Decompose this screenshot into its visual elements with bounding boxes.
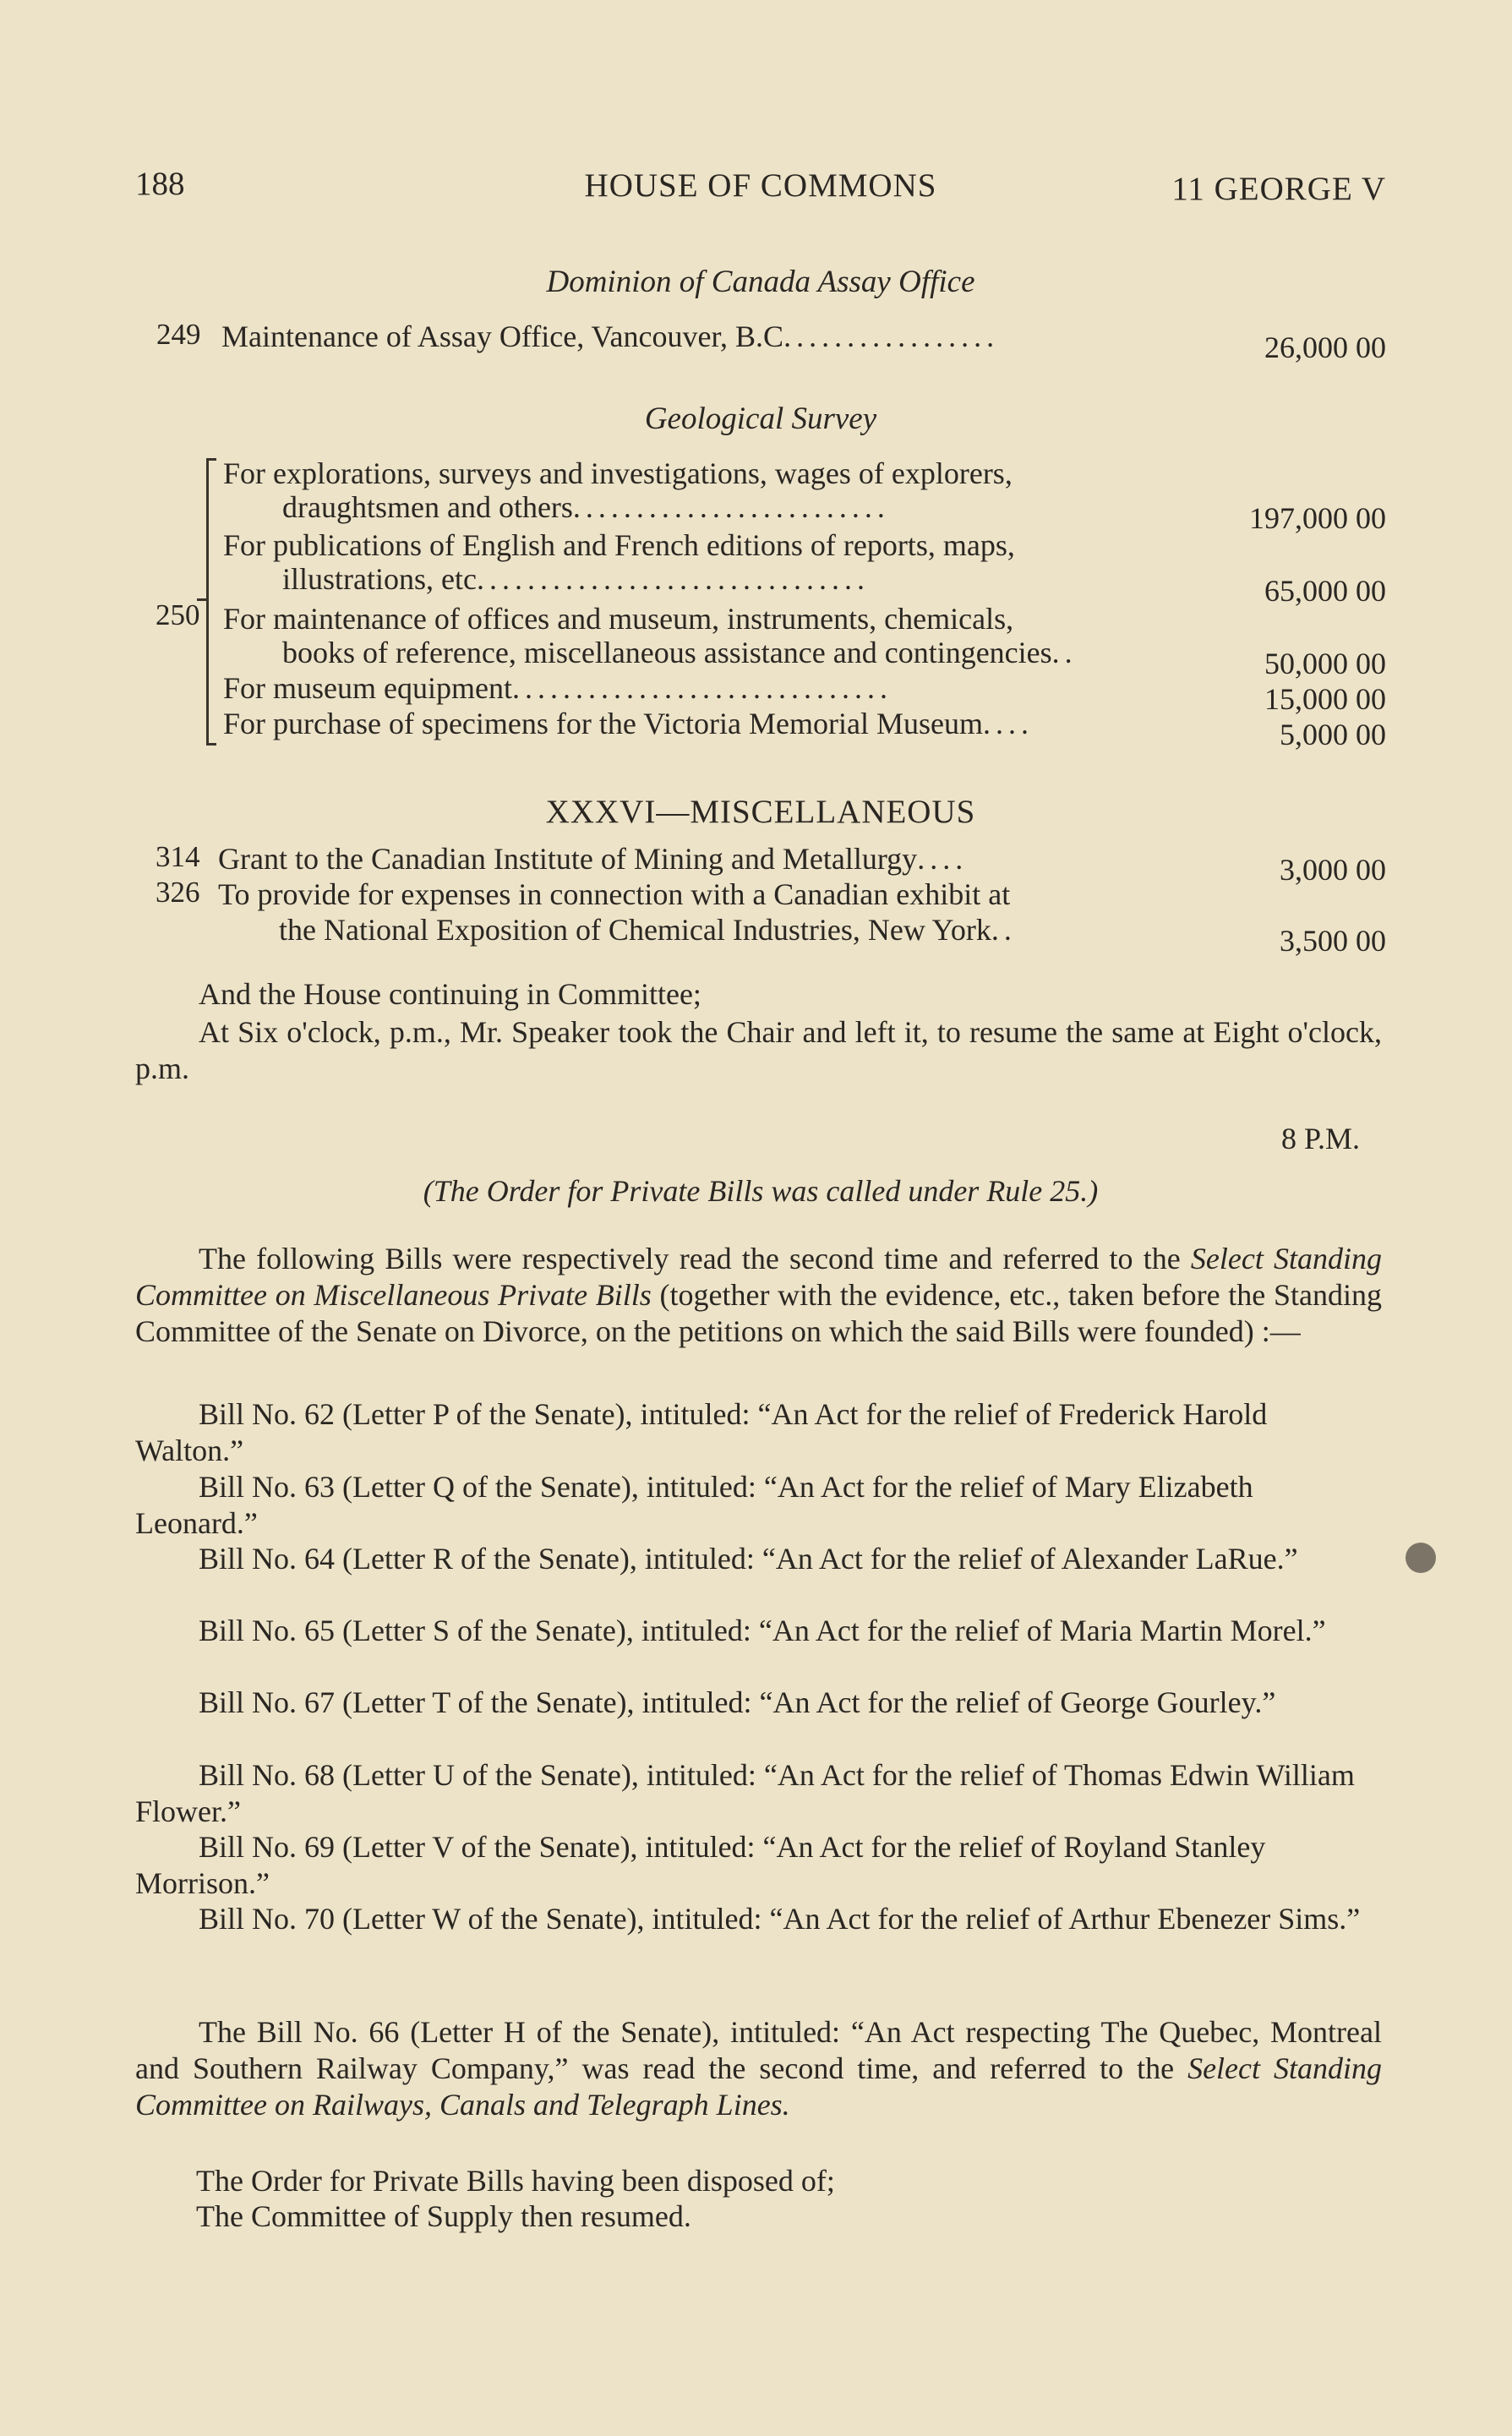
section-heading-misc: XXXVI—MISCELLANEOUS: [545, 794, 976, 830]
bill-entry: Bill No. 65 (Letter S of the Senate), intituled: “An Act for the relief of Maria Martin Morel.”: [199, 1614, 1326, 1647]
geo-item-4: For museum equipment..............................: [223, 671, 892, 705]
regnal-year: 11 GEORGE V: [1171, 171, 1386, 207]
geo-item-3-amount: 50,000 00: [1264, 647, 1386, 680]
bill-entry: Bill No. 62 (Letter P of the Senate), intituled: “An Act for the relief of Frederick Harold Walton.”: [135, 1397, 1268, 1467]
geo-item-1-amount: 197,000 00: [1249, 501, 1386, 535]
misc-item-2-line2: the National Exposition of Chemical Industries, New York..: [279, 913, 1017, 947]
geo-item-3-line1: For maintenance of offices and museum, instruments, chemicals,: [223, 602, 1014, 636]
bill-entry: Bill No. 69 (Letter V of the Senate), intituled: “An Act for the relief of Royland Stanley Morrison.”: [135, 1830, 1266, 1900]
page-title: HOUSE OF COMMONS: [584, 167, 937, 204]
bill-entry: Bill No. 63 (Letter Q of the Senate), intituled: “An Act for the relief of Mary Elizabeth Leonard.”: [135, 1470, 1253, 1540]
vote-number-314: 314: [156, 840, 200, 873]
closing-paragraph-2: The Committee of Supply then resumed.: [196, 2199, 691, 2233]
page-blemish: [1406, 1543, 1436, 1573]
geo-item-3-line2: books of reference, miscellaneous assistance and contingencies..: [282, 636, 1078, 669]
page-number: 188: [135, 166, 185, 202]
geo-item-1-line1: For explorations, surveys and investigations, wages of explorers,: [223, 456, 1013, 490]
bill-entry: Bill No. 67 (Letter T of the Senate), intituled: “An Act for the relief of George Gourley.”: [199, 1685, 1276, 1719]
closing-paragraph-1: The Order for Private Bills having been disposed of;: [196, 2164, 835, 2198]
misc-item-2-amount: 3,500 00: [1280, 924, 1386, 958]
misc-item-1: Grant to the Canadian Institute of Mining and Metallurgy....: [218, 842, 969, 876]
geo-item-2-line1: For publications of English and French editions of reports, maps,: [223, 528, 1015, 562]
geo-item-1-line2: draughtsmen and others.........................: [282, 490, 890, 524]
order-note: (The Order for Private Bills was called under Rule 25.): [423, 1174, 1099, 1208]
vote-number-250: 250: [156, 598, 200, 631]
geo-item-2-line2: illustrations, etc...............................: [282, 562, 870, 596]
assay-amount: 26,000 00: [1264, 330, 1386, 364]
misc-item-1-amount: 3,000 00: [1280, 853, 1386, 887]
geo-item-5: For purchase of specimens for the Victoria Memorial Museum....: [223, 707, 1034, 740]
page-header: [135, 165, 1386, 216]
committee-name-railways: Select Standing Committee on Railways, Canals and Telegraph Lines.: [135, 2051, 1382, 2122]
bill-entry: Bill No. 70 (Letter W of the Senate), intituled: “An Act for the relief of Arthur Ebenezer Sims.”: [199, 1902, 1361, 1936]
bill-entry: Bill No. 64 (Letter R of the Senate), intituled: “An Act for the relief of Alexander LaRue.”: [199, 1542, 1298, 1576]
section-heading-assay: Dominion of Canada Assay Office: [546, 265, 975, 299]
vote-number-326: 326: [156, 876, 200, 909]
vote-number-249: 249: [156, 318, 201, 351]
section-heading-geological: Geological Survey: [644, 401, 877, 436]
time-mark: 8 P.M.: [1281, 1122, 1361, 1155]
assay-item: Maintenance of Assay Office, Vancouver, B.C.................: [221, 320, 1000, 353]
brace-bracket: [206, 458, 221, 746]
committee-paragraph-1: And the House continuing in Committee;: [199, 977, 701, 1011]
bills-intro-paragraph: The following Bills were respectively read the second time and referred to the Select Standing Committee on Miscellaneous Private Bills (together with the evidence, etc., taken before the Standing Committee of the Senate on Divorce, on the petitions on which the said Bills were founded) :—: [135, 1242, 1383, 1348]
misc-item-2-line1: To provide for expenses in connection with a Canadian exhibit at: [218, 877, 1011, 911]
committee-name-misc-private-bills: Select Standing Committee on Miscellaneous Private Bills: [135, 1242, 1382, 1312]
bill-entry: Bill No. 68 (Letter U of the Senate), intituled: “An Act for the relief of Thomas Edwin William Flower.”: [135, 1758, 1355, 1828]
committee-paragraph-2: At Six o'clock, p.m., Mr. Speaker took the Chair and left it, to resume the same at Eight o'clock, p.m.: [135, 1015, 1382, 1085]
geo-item-4-amount: 15,000 00: [1264, 682, 1386, 716]
geo-item-2-amount: 65,000 00: [1264, 574, 1386, 608]
bill-66-paragraph: The Bill No. 66 (Letter H of the Senate), intituled: “An Act respecting The Quebec, Montreal and Southern Railway Company,” was read the second time, and referred to the Select Standing Committee on Railways, Canals and Telegraph Lines.: [135, 2015, 1382, 2122]
geo-item-5-amount: 5,000 00: [1280, 718, 1386, 751]
assay-item-text: Maintenance of Assay Office, Vancouver, B.C: [221, 320, 784, 353]
